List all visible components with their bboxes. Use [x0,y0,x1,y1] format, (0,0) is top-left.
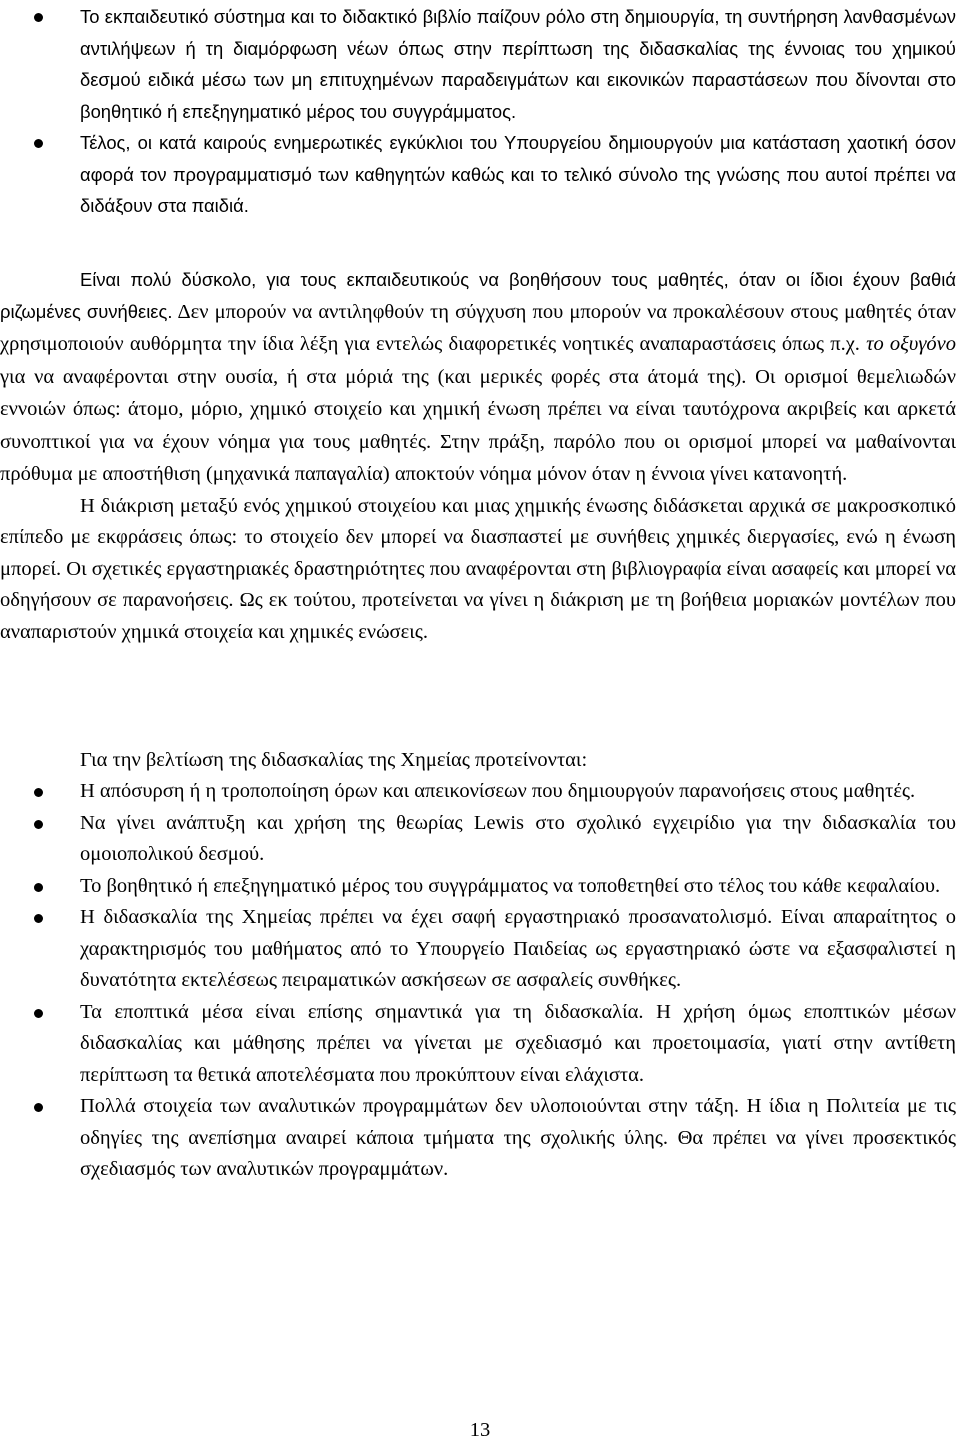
bullet-text: Τέλος, οι κατά καιρούς ενημερωτικές εγκύκλιοι του Υπουργείου δημιουργούν μια κατάσταση χαοτική όσον αφορά τον προγραμματισμό των καθηγητών καθώς και το τελικό σύνολο της γνώσης που αυτοί πρέπει να διδάξουν στα παιδιά. [80,132,956,216]
paragraph [0,264,960,491]
bullet-icon [34,13,43,22]
improvement-list [0,776,960,1186]
list-item [0,902,960,997]
bullet-icon [34,820,43,829]
bullet-text: Τα εποπτικά μέσα είναι επίσης σημαντικά για τη διδασκαλία. Η χρήση όμως εποπτικών μέσων διδασκαλίας και μάθησης πρέπει να γίνεται με σχεδιασμό και προετοιμασία, γιατί στην αντίθετη περίπτωση τα θετικά αποτελέσματα που προκύπτουν είναι ελάχιστα. [80,1000,956,1086]
list-item [0,776,960,808]
bullet-icon [34,883,43,892]
list-item [0,871,960,903]
bullet-text: Να γίνει ανάπτυξη και χρήση της θεωρίας Lewis στο σχολικό εγχειρίδιο για την διδασκαλία του ομοιοπολικού δεσμού. [80,811,956,865]
list-item [0,1,960,127]
bullet-icon [34,1103,43,1112]
paragraph-text: για να αναφέρονται στην ουσία, ή στα μόριά της (και μερικές φορές στα άτομά της). Οι ορισμοί θεμελιωδών εννοιών όπως: άτομο, μόριο, χημικό στοιχείο και χημική ένωση πρέπει να είναι ταυτόχρονα ακριβείς και αρκετά συνοπτικοί για να έχουν νόημα για τους μαθητές. Στην πράξη, παρόλο που οι ορισμοί μπορεί να μαθαίνονται πρόθυμα με αποστήθιση (μηχανικά παπαγαλία) αποκτούν νόημα μόνον όταν η έννοια γίνει κατανοητή. [0,365,956,485]
paragraph: Η διάκριση μεταξύ ενός χημικού στοιχείου και μιας χημικής ένωσης διδάσκεται αρχικά σε μακροσκοπικό επίπεδο με εκφράσεις όπως: το στοιχείο δεν μπορεί να διασπαστεί με συνήθεις χημικές διεργασίες, ενώ η ένωση μπορεί. Οι σχετικές εργαστηριακές δραστηριότητες που αναφέρονται στη βιβλιογραφία είναι ασαφείς και μπορεί να οδηγήσουν σε παρανοήσεις. Ως εκ τούτου, προτείνεται να γίνει η διάκριση με τη βοήθεια μοριακών μοντέλων που αναπαριστούν χημικά στοιχεία και χημικές ενώσεις. [0,494,956,643]
bullet-text: Το βοηθητικό ή επεξηγηματικό μέρος του συγγράμματος να τοποθετηθεί στο τέλος του κάθε κεφαλαίου. [80,874,941,897]
list-item [0,1091,960,1186]
paragraph-text: Δεν μπορούν να αντιληφθούν τη σύγχυση που μπορούν να προκαλέσουν στους μαθητές όταν χρησιμοποιούν αυθόρμητα την ίδια λέξη για εντελώς διαφορετικές νοητικές αναπαραστάσεις όπως π.χ. [0,300,956,355]
list-item [0,808,960,871]
bullet-text: Η διδασκαλία της Χημείας πρέπει να έχει σαφή εργαστηριακό προσανατολισμό. Είναι απαραίτητος ο χαρακτηρισμός του μαθήματος από το Υπουργείο Παιδείας ως εργαστηριακό ώστε να εξασφαλιστεί η δυνατότητα εκτελέσεως πειραματικών ασκήσεων σε ασφαλείς συνθήκες. [80,906,956,991]
list-item [0,997,960,1092]
list-item [0,127,960,222]
top-bullet-list [0,1,960,222]
bullet-icon [34,1009,43,1018]
section-intro: Για την βελτίωση της διδασκαλίας της Χημείας προτείνονται: [80,749,588,771]
bullet-icon [34,914,43,923]
bullet-icon [34,788,43,797]
paragraph-sans-text: Είναι πολύ δύσκολο, για τους εκπαιδευτικούς να βοηθήσουν τους μαθητές, όταν οι ίδιοι έχουν βαθιά ριζωμένες συνήθειες. [0,269,956,322]
bullet-text: Πολλά στοιχεία των αναλυτικών προγραμμάτων δεν υλοποιούνται στην τάξη. Η ίδια η Πολιτεία με τις οδηγίες της ανεπίσημα αναιρεί κάποια τμήματα της σχολικής ύλης. Θα πρέπει να γίνει προσεκτικός σχεδιασμός των αναλυτικών προγραμμάτων. [80,1095,956,1180]
italic-term: το οξυγόνο [866,333,956,355]
bullet-text: Το εκπαιδευτικό σύστημα και το διδακτικό βιβλίο παίζουν ρόλο στη δημιουργία, τη συντήρηση λανθασμένων αντιλήψεων ή τη διαμόρφωση νέων όπως στην περίπτωση της διδασκαλίας της έννοιας του χημικού δεσμού ειδικά μέσω των μη επιτυχημένων παραδειγμάτων και εικονικών παραστάσεων που δίνονται στο βοηθητικό ή επεξηγηματικό μέρος του συγγράμματος. [80,6,956,122]
body-paragraphs [0,264,960,648]
page-number: 13 [469,1419,491,1441]
bullet-icon [34,139,43,148]
bullet-text: Η απόσυρση ή η τροποποίηση όρων και απεικονίσεων που δημιουργούν παρανοήσεις στους μαθητές. [80,780,916,802]
